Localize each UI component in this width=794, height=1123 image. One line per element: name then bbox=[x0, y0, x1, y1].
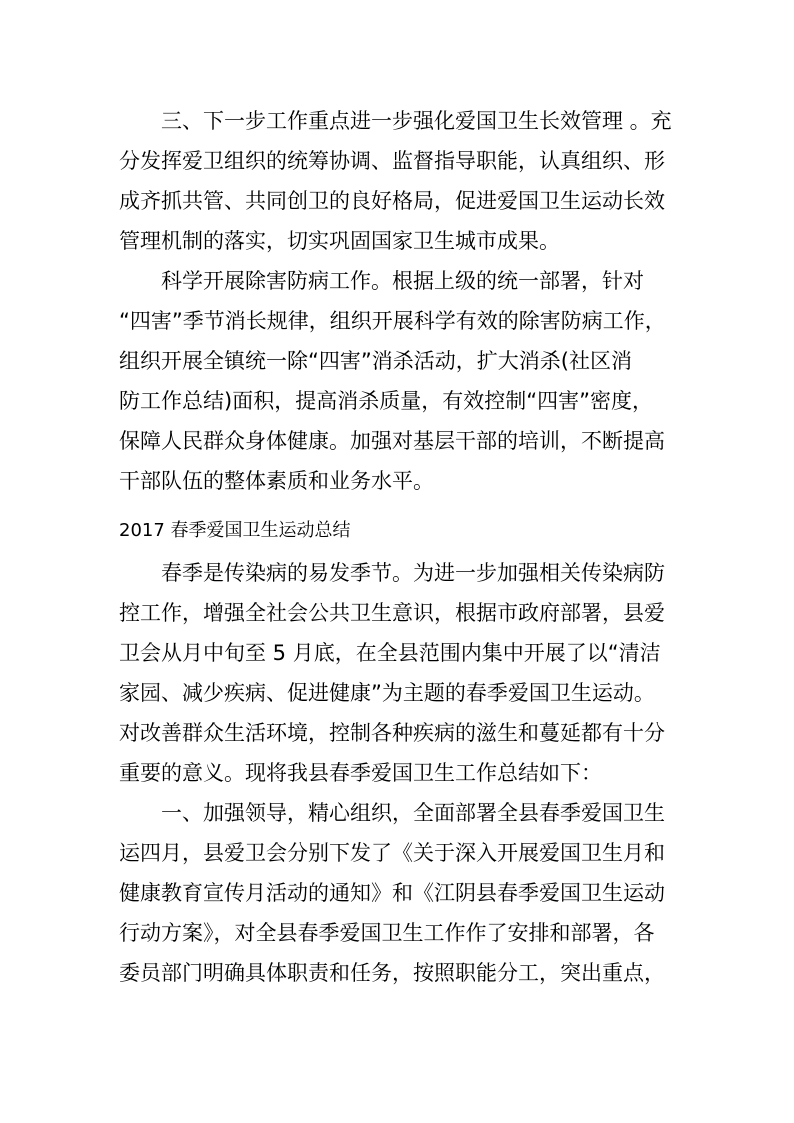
section1-body-line: 行动方案》，对全县春季爱国卫生工作作了安排和部署，各 bbox=[119, 921, 655, 945]
intro-paragraph-line: 控工作，增强全社会公共卫生意识，根据市政府部署，县爱 bbox=[119, 601, 665, 625]
pest-control-paragraph-line: “四害”季节消长规律，组织开展科学有效的除害防病工作， bbox=[119, 309, 666, 333]
section3-heading-line: 三、下一步工作重点进一步强化爱国卫生长效管理 。充 bbox=[161, 109, 672, 133]
section1-body-line: 运四月，县爱卫会分别下发了《关于深入开展爱国卫生月和 bbox=[119, 841, 665, 865]
pest-control-paragraph-line: 干部队伍的整体素质和业务水平。 bbox=[119, 469, 434, 493]
pest-control-paragraph-line: 科学开展除害防病工作。根据上级的统一部署，针对 bbox=[161, 269, 644, 293]
section3-body-line: 分发挥爱卫组织的统筹协调、监督指导职能，认真组织、形 bbox=[119, 149, 665, 173]
section1-heading-line: 一、加强领导，精心组织，全面部署全县春季爱国卫生 bbox=[161, 801, 665, 825]
pest-control-paragraph-line: 防工作总结)面积，提高消杀质量，有效控制“四害”密度， bbox=[119, 389, 653, 413]
section3-body-line: 成齐抓共管、共同创卫的良好格局，促进爱国卫生运动长效 bbox=[119, 189, 665, 213]
article-title: 2017 春季爱国卫生运动总结 bbox=[119, 520, 351, 541]
intro-paragraph-line: 家园、减少疾病、促进健康”为主题的春季爱国卫生运动。 bbox=[119, 681, 655, 705]
pest-control-paragraph-line: 保障人民群众身体健康。加强对基层干部的培训，不断提高 bbox=[119, 429, 665, 453]
intro-paragraph-line: 重要的意义。现将我县春季爱国卫生工作总结如下： bbox=[119, 761, 602, 785]
intro-paragraph-line: 春季是传染病的易发季节。为进一步加强相关传染病防 bbox=[161, 561, 665, 585]
section1-body-line: 健康教育宣传月活动的通知》和《江阴县春季爱国卫生运动 bbox=[119, 881, 665, 905]
section3-body-line: 管理机制的落实，切实巩固国家卫生城市成果。 bbox=[119, 229, 560, 253]
pest-control-paragraph-line: 组织开展全镇统一除“四害”消杀活动，扩大消杀(社区消 bbox=[119, 349, 632, 373]
intro-paragraph-line: 对改善群众生活环境，控制各种疾病的滋生和蔓延都有十分 bbox=[119, 721, 665, 745]
section1-body-line: 委员部门明确具体职责和任务，按照职能分工，突出重点， bbox=[119, 961, 665, 985]
intro-paragraph-line: 卫会从月中旬至 5 月底，在全县范围内集中开展了以“清洁 bbox=[119, 641, 661, 665]
